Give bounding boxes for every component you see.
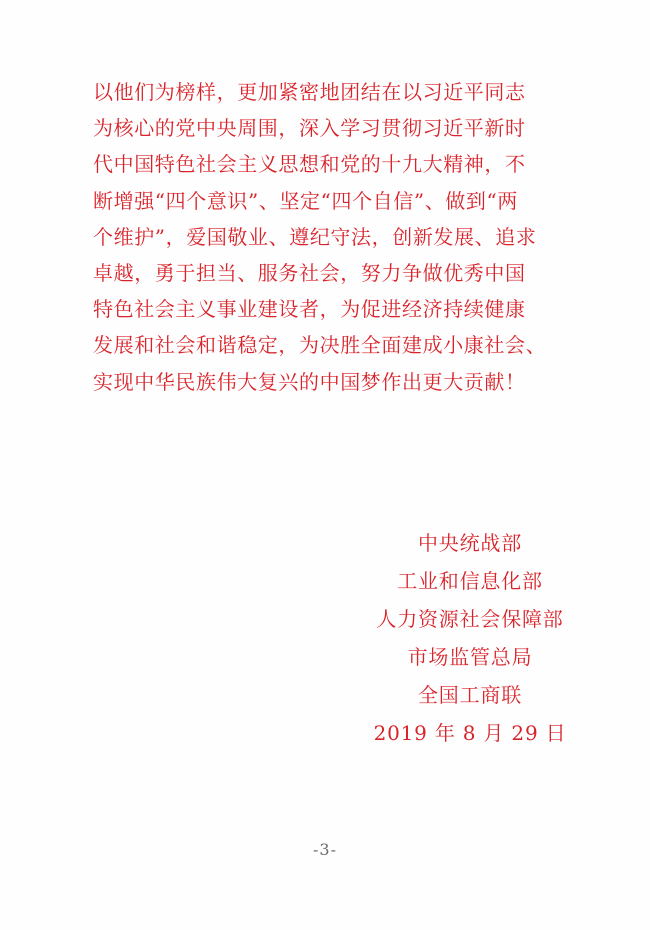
issuer-federation-of-industry-commerce: 全国工商联 [418,683,522,707]
body-line: 特色社会主义事业建设者，为促进经济持续健康 [93,297,526,322]
body-line: 实现中华民族伟大复兴的中国梦作出更大贡献！ [93,369,526,394]
issue-date: 2019 年 8 月 29 日 [373,721,567,745]
body-line: 为核心的党中央周围，深入学习贯彻习近平新时 [93,116,526,141]
body-line: 卓越，勇于担当、服务社会，努力争做优秀中国 [93,261,526,286]
page-number: -3- [313,840,337,859]
body-line: 以他们为榜样，更加紧密地团结在以习近平同志 [93,80,526,104]
issuer-ministry-of-industry: 工业和信息化部 [397,569,543,593]
body-line: 断增强“四个意识”、坚定“四个自信”、做到“两 [93,188,518,213]
body-line: 个维护”，爱国敬业、遵纪守法，创新发展、追求 [93,224,537,249]
body-line: 发展和社会和谐稳定，为决胜全面建成小康社会、 [93,333,547,358]
issuer-ministry-of-human-resources: 人力资源社会保障部 [376,607,564,631]
issuer-market-regulation: 市场监管总局 [407,645,533,669]
body-line: 代中国特色社会主义思想和党的十九大精神，不 [93,152,526,177]
issuer-united-front-department: 中央统战部 [418,531,522,555]
signature-block [360,524,580,752]
body-paragraph [93,74,583,400]
